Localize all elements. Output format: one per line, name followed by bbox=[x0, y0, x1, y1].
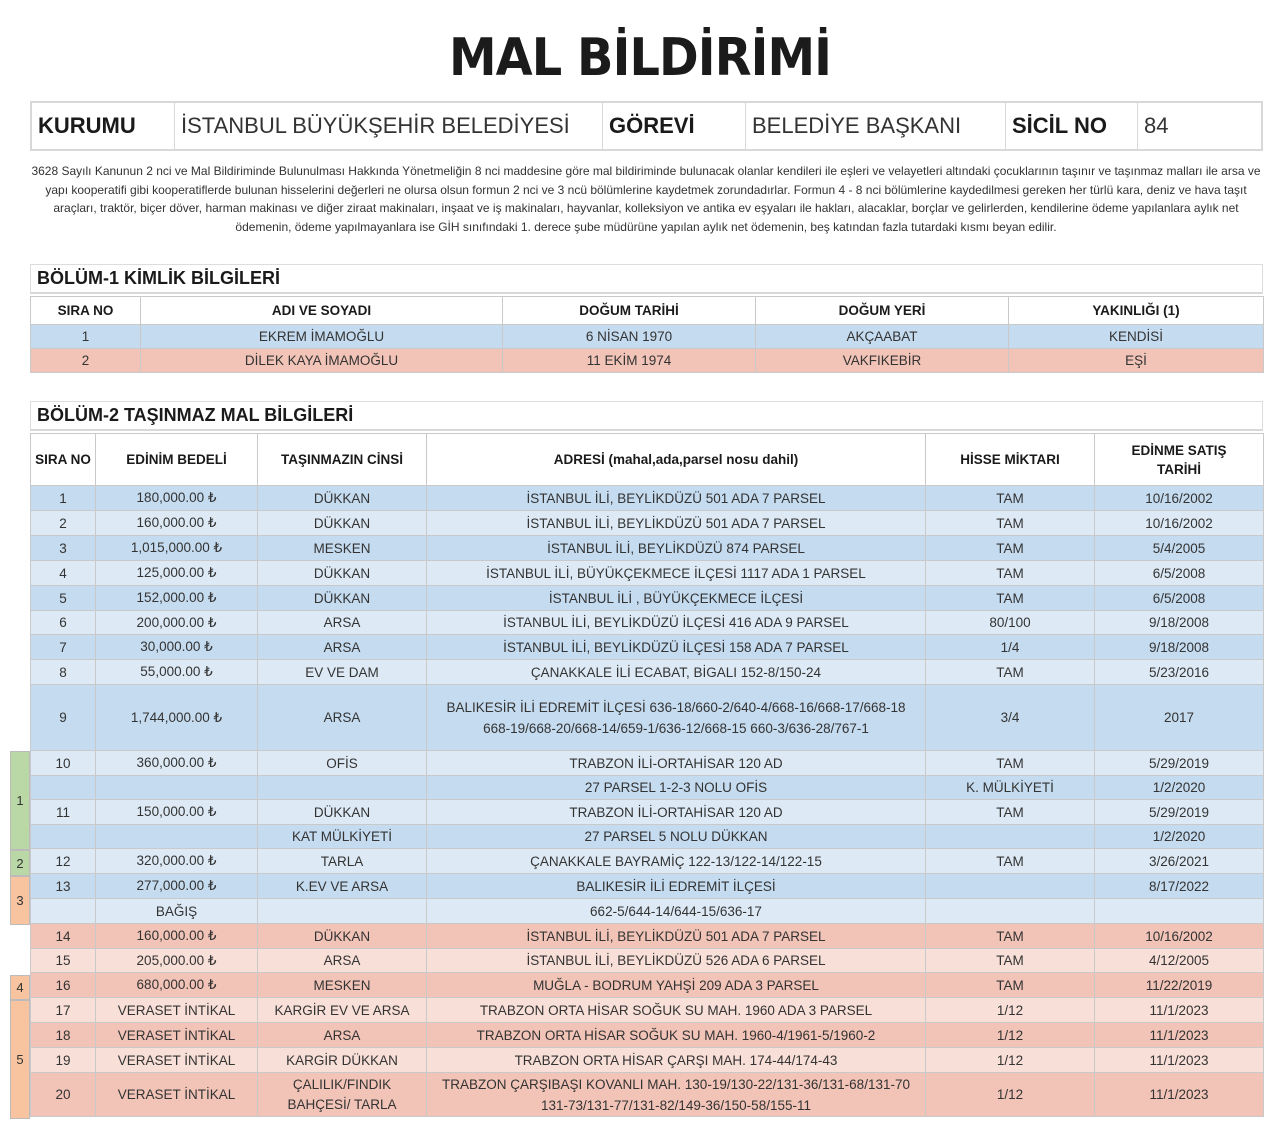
cell: 3/4 bbox=[926, 685, 1095, 751]
table-row bbox=[31, 825, 1264, 849]
cell: K. MÜLKİYETİ bbox=[926, 776, 1095, 800]
table-row bbox=[31, 536, 1264, 561]
cell: TAM bbox=[926, 511, 1095, 536]
cell: TAM bbox=[926, 586, 1095, 611]
gorev-value: BELEDİYE BAŞKANI bbox=[746, 103, 1006, 149]
sicil-label: SİCİL NO bbox=[1006, 103, 1138, 149]
cell: TAM bbox=[926, 486, 1095, 511]
cell bbox=[31, 776, 96, 800]
cell: TAM bbox=[926, 536, 1095, 561]
cell: KARGİR EV VE ARSA bbox=[258, 998, 427, 1023]
table-row bbox=[31, 561, 1264, 586]
cell: 320,000.00 ₺ bbox=[96, 849, 258, 874]
cell: 18 bbox=[31, 1023, 96, 1048]
info-bar bbox=[30, 101, 1263, 151]
table-row bbox=[31, 511, 1264, 536]
cell: TRABZON İLİ-ORTAHİSAR 120 AD bbox=[427, 800, 926, 825]
cell: 9 bbox=[31, 685, 96, 751]
cell: 4/12/2005 bbox=[1095, 949, 1264, 973]
col-header: SIRA NO bbox=[31, 297, 141, 325]
cell: 80/100 bbox=[926, 611, 1095, 635]
cell: İSTANBUL İLİ, BÜYÜKÇEKMECE İLÇESİ 1117 ADA 1 PARSEL bbox=[427, 561, 926, 586]
cell: DÜKKAN bbox=[258, 586, 427, 611]
cell: 4 bbox=[31, 561, 96, 586]
cell: TAM bbox=[926, 800, 1095, 825]
cell: 277,000.00 ₺ bbox=[96, 874, 258, 899]
cell bbox=[926, 899, 1095, 924]
group-marker: 5 bbox=[10, 1000, 30, 1119]
table-row bbox=[31, 611, 1264, 635]
cell: 13 bbox=[31, 874, 96, 899]
cell: DÜKKAN bbox=[258, 511, 427, 536]
cell: DÜKKAN bbox=[258, 924, 427, 949]
table-row bbox=[31, 899, 1264, 924]
cell: 160,000.00 ₺ bbox=[96, 924, 258, 949]
cell: 1 bbox=[31, 486, 96, 511]
cell: 12 bbox=[31, 849, 96, 874]
col-header: HİSSE MİKTARI bbox=[926, 434, 1095, 486]
cell: ÇANAKKALE İLİ ECABAT, BİGALI 152-8/150-24 bbox=[427, 660, 926, 685]
cell: 27 PARSEL 1-2-3 NOLU OFİS bbox=[427, 776, 926, 800]
page-title: MAL BİLDİRİMİ bbox=[448, 28, 832, 88]
col-header: EDİNME SATIŞ TARİHİ bbox=[1095, 434, 1264, 486]
cell: 5/4/2005 bbox=[1095, 536, 1264, 561]
cell: 10/16/2002 bbox=[1095, 511, 1264, 536]
cell: 8/17/2022 bbox=[1095, 874, 1264, 899]
cell: 662-5/644-14/644-15/636-17 bbox=[427, 899, 926, 924]
cell: TRABZON ORTA HİSAR ÇARŞI MAH. 174-44/174-43 bbox=[427, 1048, 926, 1073]
cell: TAM bbox=[926, 751, 1095, 776]
cell: MUĞLA - BODRUM YAHŞİ 209 ADA 3 PARSEL bbox=[427, 973, 926, 998]
cell: 360,000.00 ₺ bbox=[96, 751, 258, 776]
cell: 1/4 bbox=[926, 635, 1095, 660]
cell: 20 bbox=[31, 1073, 96, 1117]
cell: AKÇAABAT bbox=[756, 325, 1009, 349]
kurum-label: KURUMU bbox=[32, 103, 175, 149]
cell: KARGİR DÜKKAN bbox=[258, 1048, 427, 1073]
cell: VERASET İNTİKAL bbox=[96, 1073, 258, 1117]
table-row bbox=[31, 849, 1264, 874]
cell: İSTANBUL İLİ, BEYLİKDÜZÜ İLÇESİ 416 ADA 9 PARSEL bbox=[427, 611, 926, 635]
cell: VERASET İNTİKAL bbox=[96, 998, 258, 1023]
col-header: ADI VE SOYADI bbox=[141, 297, 503, 325]
table-row bbox=[31, 924, 1264, 949]
table-row bbox=[31, 635, 1264, 660]
cell bbox=[96, 825, 258, 849]
cell: DÜKKAN bbox=[258, 800, 427, 825]
cell: 200,000.00 ₺ bbox=[96, 611, 258, 635]
cell: 11/1/2023 bbox=[1095, 1048, 1264, 1073]
cell bbox=[96, 776, 258, 800]
cell: 15 bbox=[31, 949, 96, 973]
cell: İSTANBUL İLİ, BEYLİKDÜZÜ İLÇESİ 158 ADA 7 PARSEL bbox=[427, 635, 926, 660]
cell: 11 EKİM 1974 bbox=[503, 349, 756, 373]
cell: 11/1/2023 bbox=[1095, 1073, 1264, 1117]
table-row bbox=[31, 776, 1264, 800]
cell: EKREM İMAMOĞLU bbox=[141, 325, 503, 349]
cell: 1 bbox=[31, 325, 141, 349]
cell: 1,744,000.00 ₺ bbox=[96, 685, 258, 751]
cell: 6/5/2008 bbox=[1095, 561, 1264, 586]
cell: ARSA bbox=[258, 1023, 427, 1048]
cell: 17 bbox=[31, 998, 96, 1023]
group-marker: 2 bbox=[10, 850, 30, 876]
table-row bbox=[31, 1048, 1264, 1073]
cell: 1/12 bbox=[926, 998, 1095, 1023]
cell: KAT MÜLKİYETİ bbox=[258, 825, 427, 849]
cell: 6 bbox=[31, 611, 96, 635]
cell: 27 PARSEL 5 NOLU DÜKKAN bbox=[427, 825, 926, 849]
cell: 5/23/2016 bbox=[1095, 660, 1264, 685]
cell: ARSA bbox=[258, 685, 427, 751]
sicil-value: 84 bbox=[1144, 113, 1169, 138]
group-marker: 4 bbox=[10, 975, 30, 1000]
cell: 30,000.00 ₺ bbox=[96, 635, 258, 660]
col-header: DOĞUM TARİHİ bbox=[503, 297, 756, 325]
cell bbox=[258, 776, 427, 800]
cell: İSTANBUL İLİ, BEYLİKDÜZÜ 874 PARSEL bbox=[427, 536, 926, 561]
table-row bbox=[31, 998, 1264, 1023]
section1-title: BÖLÜM-1 KİMLİK BİLGİLERİ bbox=[30, 264, 1263, 294]
table-row bbox=[31, 751, 1264, 776]
cell: 9/18/2008 bbox=[1095, 635, 1264, 660]
cell: 680,000.00 ₺ bbox=[96, 973, 258, 998]
cell: 1/12 bbox=[926, 1023, 1095, 1048]
cell bbox=[258, 899, 427, 924]
gorev-label: GÖREVİ bbox=[603, 103, 746, 149]
cell: 2017 bbox=[1095, 685, 1264, 751]
col-header: EDİNİM BEDELİ bbox=[96, 434, 258, 486]
cell: DÜKKAN bbox=[258, 561, 427, 586]
cell: 8 bbox=[31, 660, 96, 685]
cell: TAM bbox=[926, 973, 1095, 998]
cell: 5/29/2019 bbox=[1095, 751, 1264, 776]
cell: İSTANBUL İLİ, BEYLİKDÜZÜ 501 ADA 7 PARSEL bbox=[427, 486, 926, 511]
col-header: DOĞUM YERİ bbox=[756, 297, 1009, 325]
cell: 6/5/2008 bbox=[1095, 586, 1264, 611]
cell: 11 bbox=[31, 800, 96, 825]
cell: 1/12 bbox=[926, 1073, 1095, 1117]
table-row bbox=[31, 874, 1264, 899]
cell: MESKEN bbox=[258, 973, 427, 998]
cell: VERASET İNTİKAL bbox=[96, 1023, 258, 1048]
cell: 9/18/2008 bbox=[1095, 611, 1264, 635]
cell: ARSA bbox=[258, 611, 427, 635]
table-row bbox=[31, 685, 1264, 751]
cell: 14 bbox=[31, 924, 96, 949]
table-row bbox=[31, 660, 1264, 685]
col-header: ADRESİ (mahal,ada,parsel nosu dahil) bbox=[427, 434, 926, 486]
cell: TAM bbox=[926, 949, 1095, 973]
cell bbox=[31, 899, 96, 924]
legal-note: 3628 Sayılı Kanunun 2 nci ve Mal Bildiriminde Bulunulması Hakkında Yönetmeliğin 8 nci maddesine göre mal bildiriminde bulunacak olanlar kendileri ile eşleri ve velayetleri altındaki çocuklarının taşınır ve taşınmaz malları ile arsa ve yapı kooperatifi gibi kooperatiflerde bulunan hisselerini değerleri ne olursa olsun formun 2 nci ve 3 ncü bölümlerine kaydetmek zorundadırlar. Formun 4 - 8 nci bölümlerine kaydedilmesi gereken her türlü kara, deniz ve hava taşıt araçları, traktör, biçer döver, harman makinası ve diğer ziraat makinaları, inşaat ve iş makinaları, hayvanlar, kolleksiyon ve antika ev eşyaları ile hakları, alacaklar, borçlar ve gelirlerden, kendilerine ödeme yapılanlara aylık net ödemenin, ödeme yapılmayanlara ise GİH sınıfındaki 1. derece şube müdürüne yapılan aylık net ödemenin, beş katından fazla tutardaki kısmı beyan edilir. bbox=[31, 164, 1261, 234]
cell: TARLA bbox=[258, 849, 427, 874]
cell: EŞİ bbox=[1009, 349, 1264, 373]
cell: 180,000.00 ₺ bbox=[96, 486, 258, 511]
cell: İSTANBUL İLİ, BEYLİKDÜZÜ 501 ADA 7 PARSEL bbox=[427, 511, 926, 536]
cell: ÇANAKKALE BAYRAMİÇ 122-13/122-14/122-15 bbox=[427, 849, 926, 874]
table-header-row bbox=[31, 434, 1264, 486]
table-row bbox=[31, 800, 1264, 825]
cell: İSTANBUL İLİ , BÜYÜKÇEKMECE İLÇESİ bbox=[427, 586, 926, 611]
cell: BALIKESİR İLİ EDREMİT İLÇESİ bbox=[427, 874, 926, 899]
cell: EV VE DAM bbox=[258, 660, 427, 685]
cell: İSTANBUL İLİ, BEYLİKDÜZÜ 501 ADA 7 PARSEL bbox=[427, 924, 926, 949]
cell: 5/29/2019 bbox=[1095, 800, 1264, 825]
cell: 1/12 bbox=[926, 1048, 1095, 1073]
cell: TRABZON ÇARŞIBAŞI KOVANLI MAH. 130-19/130-22/131-36/131-68/131-70 131-73/131-77/131-82/149-36/150-58/155-11 bbox=[427, 1073, 926, 1117]
col-header: YAKINLIĞI (1) bbox=[1009, 297, 1264, 325]
property-table bbox=[30, 433, 1264, 1117]
table-row bbox=[31, 949, 1264, 973]
cell: 6 NİSAN 1970 bbox=[503, 325, 756, 349]
table-header-row bbox=[31, 297, 1264, 325]
cell bbox=[926, 825, 1095, 849]
cell bbox=[926, 874, 1095, 899]
cell: 1,015,000.00 ₺ bbox=[96, 536, 258, 561]
cell: 2 bbox=[31, 349, 141, 373]
cell: İSTANBUL İLİ, BEYLİKDÜZÜ 526 ADA 6 PARSEL bbox=[427, 949, 926, 973]
cell: 11/1/2023 bbox=[1095, 998, 1264, 1023]
cell: TAM bbox=[926, 660, 1095, 685]
cell: K.EV VE ARSA bbox=[258, 874, 427, 899]
cell: 19 bbox=[31, 1048, 96, 1073]
cell: DÜKKAN bbox=[258, 486, 427, 511]
cell: 11/1/2023 bbox=[1095, 1023, 1264, 1048]
cell: 205,000.00 ₺ bbox=[96, 949, 258, 973]
cell: 55,000.00 ₺ bbox=[96, 660, 258, 685]
cell: ÇALILIK/FINDIK BAHÇESİ/ TARLA bbox=[258, 1073, 427, 1117]
cell: 10/16/2002 bbox=[1095, 924, 1264, 949]
cell: 150,000.00 ₺ bbox=[96, 800, 258, 825]
cell: 7 bbox=[31, 635, 96, 660]
col-header: SIRA NO bbox=[31, 434, 96, 486]
cell: VERASET İNTİKAL bbox=[96, 1048, 258, 1073]
cell: OFİS bbox=[258, 751, 427, 776]
cell: BAĞIŞ bbox=[96, 899, 258, 924]
cell: 2 bbox=[31, 511, 96, 536]
cell: 3 bbox=[31, 536, 96, 561]
cell: VAKFIKEBİR bbox=[756, 349, 1009, 373]
cell: DİLEK KAYA İMAMOĞLU bbox=[141, 349, 503, 373]
table-row bbox=[31, 1073, 1264, 1117]
cell: TRABZON ORTA HİSAR SOĞUK SU MAH. 1960 ADA 3 PARSEL bbox=[427, 998, 926, 1023]
cell bbox=[1095, 899, 1264, 924]
cell: TRABZON ORTA HİSAR SOĞUK SU MAH. 1960-4/1961-5/1960-2 bbox=[427, 1023, 926, 1048]
cell: 10/16/2002 bbox=[1095, 486, 1264, 511]
col-header: TAŞINMAZIN CİNSİ bbox=[258, 434, 427, 486]
group-marker: 3 bbox=[10, 876, 30, 925]
identity-table bbox=[30, 296, 1264, 373]
cell: BALIKESİR İLİ EDREMİT İLÇESİ 636-18/660-2/640-4/668-16/668-17/668-18 668-19/668-20/668-14/659-1/636-12/668-15 660-3/636-28/767-1 bbox=[427, 685, 926, 751]
cell: 11/22/2019 bbox=[1095, 973, 1264, 998]
cell: TRABZON İLİ-ORTAHİSAR 120 AD bbox=[427, 751, 926, 776]
cell: 5 bbox=[31, 586, 96, 611]
cell: ARSA bbox=[258, 949, 427, 973]
cell: 125,000.00 ₺ bbox=[96, 561, 258, 586]
cell: 10 bbox=[31, 751, 96, 776]
cell: TAM bbox=[926, 561, 1095, 586]
cell: MESKEN bbox=[258, 536, 427, 561]
cell bbox=[31, 825, 96, 849]
cell: TAM bbox=[926, 849, 1095, 874]
cell: ARSA bbox=[258, 635, 427, 660]
cell: 152,000.00 ₺ bbox=[96, 586, 258, 611]
cell: 16 bbox=[31, 973, 96, 998]
cell: KENDİSİ bbox=[1009, 325, 1264, 349]
group-marker: 1 bbox=[10, 751, 30, 850]
cell: 1/2/2020 bbox=[1095, 776, 1264, 800]
kurum-value: İSTANBUL BÜYÜKŞEHİR BELEDİYESİ bbox=[175, 103, 603, 149]
table-row bbox=[31, 325, 1264, 349]
table-row bbox=[31, 1023, 1264, 1048]
table-row bbox=[31, 349, 1264, 373]
table-row bbox=[31, 486, 1264, 511]
cell: 3/26/2021 bbox=[1095, 849, 1264, 874]
cell: TAM bbox=[926, 924, 1095, 949]
cell: 1/2/2020 bbox=[1095, 825, 1264, 849]
table-row bbox=[31, 973, 1264, 998]
section2-title: BÖLÜM-2 TAŞINMAZ MAL BİLGİLERİ bbox=[30, 401, 1263, 431]
table-row bbox=[31, 586, 1264, 611]
cell: 160,000.00 ₺ bbox=[96, 511, 258, 536]
